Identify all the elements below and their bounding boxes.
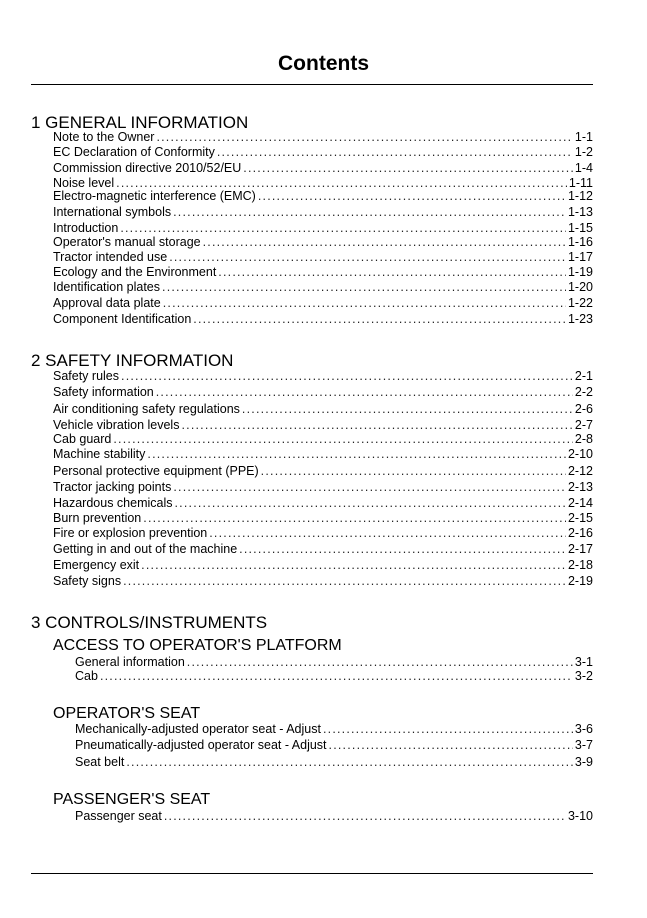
dot-leader bbox=[175, 496, 566, 511]
dot-leader bbox=[121, 369, 573, 384]
subsection-heading: ACCESS TO OPERATOR'S PLATFORM bbox=[53, 637, 342, 654]
toc-entry-label: Component Identification bbox=[53, 312, 192, 326]
dot-leader bbox=[169, 250, 566, 265]
toc-entry-label: Personal protective equipment (PPE) bbox=[53, 464, 259, 478]
toc-entry-page-number: 1-23 bbox=[567, 312, 593, 326]
toc-entry[interactable] bbox=[53, 526, 593, 541]
toc-entry-page-number: 1-22 bbox=[567, 296, 593, 310]
dot-leader bbox=[243, 161, 573, 176]
toc-entry[interactable] bbox=[53, 130, 593, 145]
toc-entry[interactable] bbox=[53, 265, 593, 280]
toc-entry[interactable] bbox=[53, 574, 593, 589]
section-heading: 3 CONTROLS/INSTRUMENTS bbox=[31, 613, 268, 632]
toc-entry[interactable] bbox=[53, 432, 593, 447]
toc-entry-label: Seat belt bbox=[75, 755, 125, 769]
toc-entry-page-number: 2-10 bbox=[567, 447, 593, 461]
toc-entry-label: Mechanically-adjusted operator seat - Adjust bbox=[75, 722, 321, 736]
toc-entry-label: Safety signs bbox=[53, 574, 122, 588]
toc-entry-page-number: 1-11 bbox=[568, 176, 593, 190]
toc-entry-label: Getting in and out of the machine bbox=[53, 542, 238, 556]
toc-entry[interactable] bbox=[75, 738, 593, 753]
toc-entry-page-number: 2-18 bbox=[567, 558, 593, 572]
toc-entry-page-number: 3-9 bbox=[574, 755, 593, 769]
toc-entry-page-number: 2-8 bbox=[574, 432, 593, 446]
toc-entry[interactable] bbox=[53, 369, 593, 384]
toc-entry[interactable] bbox=[53, 558, 593, 573]
toc-entry-page-number: 2-6 bbox=[574, 402, 593, 416]
toc-entry-page-number: 3-2 bbox=[574, 669, 593, 683]
toc-entry-page-number: 2-1 bbox=[574, 369, 593, 383]
toc-entry-page-number: 2-16 bbox=[567, 526, 593, 540]
toc-entry-label: Tractor jacking points bbox=[53, 480, 172, 494]
dot-leader bbox=[120, 221, 566, 236]
toc-entry-label: Cab bbox=[75, 669, 98, 683]
toc-entry[interactable] bbox=[53, 402, 593, 417]
toc-entry-page-number: 2-13 bbox=[567, 480, 593, 494]
toc-entry[interactable] bbox=[75, 669, 593, 684]
toc-entry-page-number: 1-20 bbox=[567, 280, 593, 294]
toc-entry[interactable] bbox=[53, 205, 593, 220]
dot-leader bbox=[141, 558, 566, 573]
toc-entry-page-number: 1-12 bbox=[567, 189, 593, 203]
toc-entry-page-number: 1-2 bbox=[574, 145, 593, 159]
dot-leader bbox=[193, 312, 566, 327]
toc-entry-label: Ecology and the Environment bbox=[53, 265, 217, 279]
dot-leader bbox=[181, 418, 572, 433]
bottom-divider bbox=[31, 873, 593, 874]
toc-entry-label: Safety rules bbox=[53, 369, 120, 383]
toc-entry-page-number: 1-15 bbox=[567, 221, 593, 235]
top-divider bbox=[31, 84, 593, 85]
toc-entry-page-number: 1-1 bbox=[574, 130, 593, 144]
toc-entry-page-number: 2-2 bbox=[574, 385, 593, 399]
toc-entry-page-number: 2-12 bbox=[567, 464, 593, 478]
toc-entry[interactable] bbox=[53, 511, 593, 526]
toc-entry-label: Emergency exit bbox=[53, 558, 140, 572]
toc-entry-page-number: 3-1 bbox=[574, 655, 593, 669]
dot-leader bbox=[218, 265, 566, 280]
toc-entry[interactable] bbox=[53, 542, 593, 557]
toc-entry[interactable] bbox=[53, 447, 593, 462]
toc-entry-label: Machine stability bbox=[53, 447, 146, 461]
toc-entry-label: International symbols bbox=[53, 205, 172, 219]
toc-entry-label: Pneumatically-adjusted operator seat - Adjust bbox=[75, 738, 327, 752]
toc-entry[interactable] bbox=[53, 221, 593, 236]
section-heading: 2 SAFETY INFORMATION bbox=[31, 351, 234, 370]
toc-entry-label: Electro-magnetic interference (EMC) bbox=[53, 189, 256, 203]
toc-entry-page-number: 2-15 bbox=[567, 511, 593, 525]
toc-entry-label: Fire or explosion prevention bbox=[53, 526, 208, 540]
toc-entry-label: Passenger seat bbox=[75, 809, 162, 823]
toc-entry[interactable] bbox=[75, 722, 593, 737]
dot-leader bbox=[156, 385, 573, 400]
dot-leader bbox=[162, 280, 566, 295]
toc-entry-label: Tractor intended use bbox=[53, 250, 168, 264]
dot-leader bbox=[123, 574, 566, 589]
toc-entry-page-number: 2-14 bbox=[567, 496, 593, 510]
section-heading: 1 GENERAL INFORMATION bbox=[31, 113, 249, 132]
dot-leader bbox=[100, 669, 573, 684]
subsection-heading: OPERATOR'S SEAT bbox=[53, 705, 201, 722]
toc-entry-label: Hazardous chemicals bbox=[53, 496, 173, 510]
toc-entry[interactable] bbox=[75, 755, 593, 770]
toc-entry[interactable] bbox=[53, 296, 593, 311]
dot-leader bbox=[261, 464, 566, 479]
toc-entry-label: General information bbox=[75, 655, 185, 669]
toc-entry-page-number: 2-17 bbox=[567, 542, 593, 556]
toc-entry-page-number: 2-19 bbox=[567, 574, 593, 588]
dot-leader bbox=[156, 130, 572, 145]
toc-entry[interactable] bbox=[53, 145, 593, 160]
toc-entry-page-number: 1-13 bbox=[567, 205, 593, 219]
dot-leader bbox=[143, 511, 566, 526]
dot-leader bbox=[323, 722, 573, 737]
toc-entry-page-number: 3-10 bbox=[567, 809, 593, 823]
dot-leader bbox=[173, 480, 566, 495]
toc-entry-label: EC Declaration of Conformity bbox=[53, 145, 215, 159]
dot-leader bbox=[217, 145, 573, 160]
dot-leader bbox=[187, 655, 573, 670]
toc-entry-label: Burn prevention bbox=[53, 511, 142, 525]
toc-entry-page-number: 2-7 bbox=[574, 418, 593, 432]
toc-entry[interactable] bbox=[75, 655, 593, 670]
toc-entry-page-number: 1-4 bbox=[574, 161, 593, 175]
dot-leader bbox=[203, 235, 566, 250]
toc-entry-label: Air conditioning safety regulations bbox=[53, 402, 240, 416]
subsection-heading: PASSENGER'S SEAT bbox=[53, 791, 211, 808]
toc-entry-page-number: 3-6 bbox=[574, 722, 593, 736]
toc-entry[interactable] bbox=[53, 250, 593, 265]
toc-entry-label: Identification plates bbox=[53, 280, 161, 294]
dot-leader bbox=[126, 755, 573, 770]
toc-entry-label: Approval data plate bbox=[53, 296, 161, 310]
toc-entry-page-number: 1-17 bbox=[567, 250, 593, 264]
dot-leader bbox=[239, 542, 566, 557]
toc-entry[interactable] bbox=[75, 809, 593, 824]
toc-entry[interactable] bbox=[53, 189, 593, 204]
dot-leader bbox=[242, 402, 573, 417]
toc-entry-label: Safety information bbox=[53, 385, 154, 399]
toc-entry[interactable] bbox=[53, 464, 593, 479]
dot-leader bbox=[147, 447, 566, 462]
dot-leader bbox=[163, 296, 566, 311]
toc-entry[interactable] bbox=[53, 496, 593, 511]
toc-entry[interactable] bbox=[53, 385, 593, 400]
dot-leader bbox=[258, 189, 566, 204]
toc-entry-label: Operator's manual storage bbox=[53, 235, 201, 249]
toc-entry-label: Note to the Owner bbox=[53, 130, 155, 144]
dot-leader bbox=[209, 526, 566, 541]
dot-leader bbox=[173, 205, 566, 220]
toc-entry[interactable] bbox=[53, 235, 593, 250]
toc-entry[interactable] bbox=[53, 161, 593, 176]
toc-entry-label: Commission directive 2010/52/EU bbox=[53, 161, 242, 175]
dot-leader bbox=[329, 738, 573, 753]
toc-entry-label: Cab guard bbox=[53, 432, 112, 446]
toc-entry[interactable] bbox=[53, 418, 593, 433]
toc-entry-page-number: 1-16 bbox=[567, 235, 593, 249]
toc-entry-label: Vehicle vibration levels bbox=[53, 418, 180, 432]
toc-entry[interactable] bbox=[53, 280, 593, 295]
toc-entry-page-number: 1-19 bbox=[567, 265, 593, 279]
toc-entry[interactable] bbox=[53, 480, 593, 495]
toc-entry-label: Noise level bbox=[53, 176, 115, 190]
dot-leader bbox=[164, 809, 566, 824]
toc-entry-label: Introduction bbox=[53, 221, 119, 235]
toc-entry-page-number: 3-7 bbox=[574, 738, 593, 752]
page-title: Contents bbox=[278, 52, 369, 75]
toc-entry[interactable] bbox=[53, 312, 593, 327]
dot-leader bbox=[113, 432, 573, 447]
